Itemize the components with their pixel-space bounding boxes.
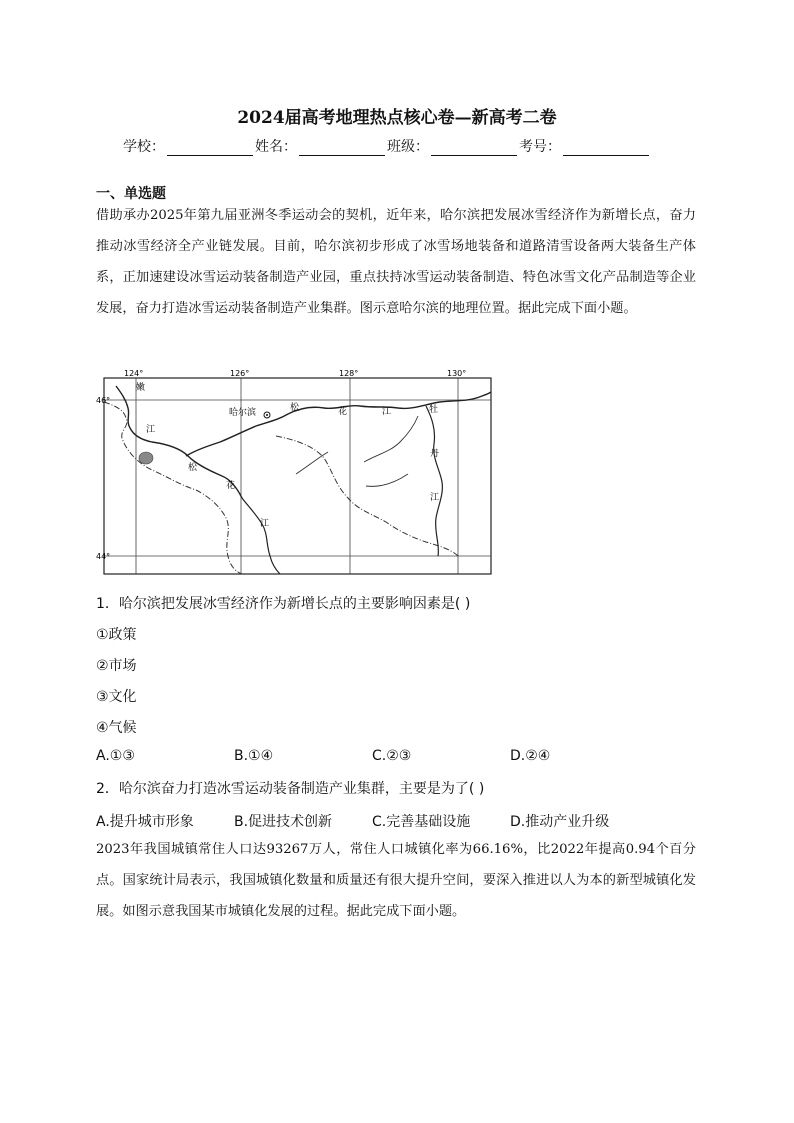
boundary-west	[104, 402, 242, 574]
river-char-8: 江	[382, 407, 392, 417]
river-char-5: 江	[260, 519, 270, 529]
river-char-7: 花	[338, 407, 348, 417]
river-char-4: 花	[226, 481, 236, 491]
river-char-6: 松	[290, 403, 300, 413]
school-label: 学校：	[123, 139, 165, 155]
name-blank	[299, 141, 385, 156]
q1-choice-d[interactable]: D.②④	[510, 748, 551, 764]
river-char-11: 江	[430, 493, 440, 503]
lon-label-128: 128°	[339, 369, 359, 378]
river-char-1: 嫩	[136, 383, 146, 393]
q1-choice-c[interactable]: C.②③	[372, 748, 412, 764]
q1-choices	[96, 748, 696, 768]
class-blank	[431, 141, 517, 156]
name-label: 姓名：	[255, 139, 297, 155]
lon-label-126: 126°	[230, 369, 250, 378]
tributary-3	[366, 474, 408, 486]
q2-choice-a[interactable]: A.提升城市形象	[96, 814, 194, 830]
q2-choice-b[interactable]: B.促进技术创新	[234, 814, 333, 830]
question-2-stem: 2．哈尔滨奋力打造冰雪运动装备制造产业集群，主要是为了( )	[96, 781, 485, 797]
river-char-10: 丹	[430, 449, 440, 459]
section-heading: 一、单选题	[96, 186, 166, 202]
river-char-2: 江	[146, 425, 156, 435]
harbin-location-map	[96, 366, 496, 580]
lat-label-44: 44°	[96, 552, 111, 561]
passage-1: 借助承办2025年第九届亚洲冬季运动会的契机，近年来，哈尔滨把发展冰雪经济作为新增长点，奋力推动冰雪经济全产业链发展。目前，哈尔滨初步形成了冰雪场地装备和道路清雪设备两大装备生产体系，正加速建设冰雪运动装备制造产业园，重点扶持冰雪运动装备制造、特色冰雪文化产品制造等企业发展，奋力打造冰雪运动装备制造产业集群。图示意哈尔滨的地理位置。据此完成下面小题。	[96, 208, 696, 316]
q1-item-4: ④气候	[96, 720, 137, 736]
tributary-1	[296, 452, 328, 474]
school-blank	[167, 141, 253, 156]
lon-label-124: 124°	[124, 369, 144, 378]
q1-choice-b[interactable]: B.①④	[234, 748, 274, 764]
q1-item-2: ②市场	[96, 658, 137, 674]
student-info-row	[123, 136, 651, 156]
tributary-2	[364, 416, 418, 462]
lake-marker	[139, 452, 153, 464]
river-char-3: 松	[188, 463, 198, 473]
number-label: 考号：	[519, 139, 561, 155]
lon-label-130: 130°	[447, 369, 467, 378]
q2-choices	[96, 811, 696, 831]
songhua-river-main	[186, 392, 491, 456]
class-label: 班级：	[387, 139, 429, 155]
harbin-city-dot	[266, 414, 268, 416]
lat-label-46: 46°	[96, 396, 111, 405]
q2-choice-c[interactable]: C.完善基础设施	[372, 814, 471, 830]
nenjiang-river	[116, 386, 242, 498]
exam-title: 2024届高考地理热点核心卷—新高考二卷	[237, 108, 557, 128]
q1-item-1: ①政策	[96, 627, 137, 643]
number-blank	[563, 141, 649, 156]
second-songhua-river	[242, 498, 280, 574]
harbin-label: 哈尔滨	[229, 408, 257, 418]
question-1-stem: 1．哈尔滨把发展冰雪经济作为新增长点的主要影响因素是( )	[96, 596, 471, 612]
mudanjiang-river	[426, 406, 442, 556]
q1-item-3: ③文化	[96, 689, 137, 705]
passage-2: 2023年我国城镇常住人口达93267万人，常住人口城镇化率为66.16%，比2022年提高0.94个百分点。国家统计局表示，我国城镇化数量和质量还有很大提升空间，要深入推进以人为本的新型城镇化发展。如图示意我国某市城镇化发展的过程。据此完成下面小题。	[96, 842, 696, 919]
q2-choice-d[interactable]: D.推动产业升级	[510, 814, 610, 830]
river-char-9: 牡	[429, 405, 439, 415]
q1-choice-a[interactable]: A.①③	[96, 748, 135, 764]
